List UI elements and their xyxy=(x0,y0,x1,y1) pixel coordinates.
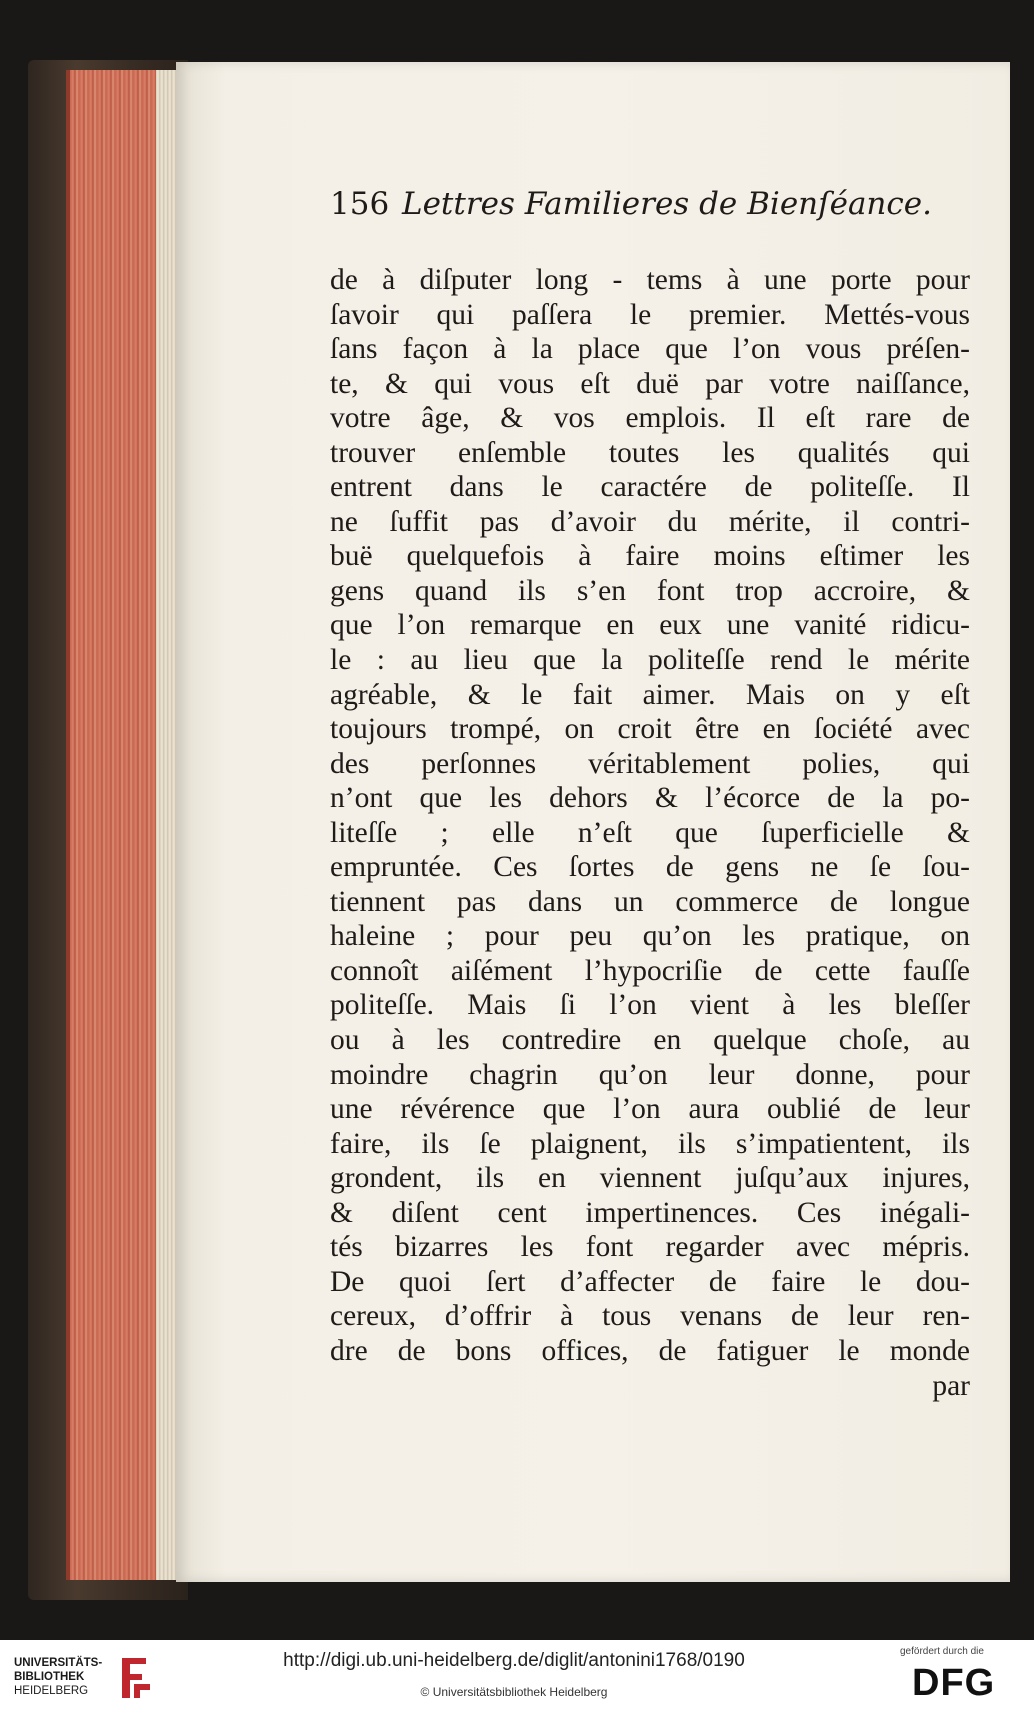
text-line: dre de bons offices, de fatiguer le monde xyxy=(330,1334,970,1367)
library-logo[interactable] xyxy=(14,1654,144,1704)
footer-bar xyxy=(0,1640,1034,1715)
page-number: 156 xyxy=(330,186,390,222)
logo-line-1: UNIVERSITÄTS- xyxy=(14,1657,103,1669)
logo-line-2: BIBLIOTHEK xyxy=(14,1671,85,1683)
text-line: ou à les contredire en quelque choſe, au xyxy=(330,1024,970,1057)
funding-note: gefördert durch die xyxy=(900,1646,984,1657)
text-line: faire, ils ſe plaignent, ils s’impatientent, ils xyxy=(330,1127,970,1160)
text-line: entrent dans le caractére de politeſſe. Il xyxy=(330,471,970,504)
text-line: toujours trompé, on croit être en ſociété avec xyxy=(330,713,970,746)
copyright-notice: © Universitätsbibliothek Heidelberg xyxy=(420,1685,608,1699)
text-line: & diſent cent impertinences. Ces inégali- xyxy=(330,1196,970,1229)
text-line: empruntée. Ces ſortes de gens ne ſe ſou- xyxy=(330,851,970,884)
text-line: de à diſputer long - tems à une porte pour xyxy=(330,264,970,296)
library-logo-text xyxy=(14,1656,102,1698)
text-line: liteſſe ; elle n’eſt que ſuperficielle & xyxy=(330,816,970,849)
running-head xyxy=(330,186,930,222)
permalink-url[interactable]: http://digi.ub.uni-heidelberg.de/diglit/antonini1768/0190 xyxy=(283,1650,745,1671)
text-line: buë quelquefois à faire moins eſtimer les xyxy=(330,540,970,573)
text-line: tés bizarres les font regarder avec mépris. xyxy=(330,1231,970,1264)
text-line: n’ont que les dehors & l’écorce de la po- xyxy=(330,782,970,815)
text-line: votre âge, & vos emplois. Il eſt rare de xyxy=(330,402,970,435)
text-line: haleine ; pour peu qu’on les pratique, on xyxy=(330,920,970,953)
text-line: ne ſuffit pas d’avoir du mérite, il contri- xyxy=(330,505,970,538)
text-line: ſans façon à la place que l’on vous préſen- xyxy=(330,333,970,366)
catchword: par xyxy=(932,1369,970,1402)
text-line: ſavoir qui paſſera le premier. Mettés-vous xyxy=(330,298,970,331)
page-edges-inner xyxy=(156,70,178,1580)
text-line: grondent, ils en viennent juſqu’aux injures, xyxy=(330,1162,970,1195)
text-line: une révérence que l’on aura oublié de leur xyxy=(330,1093,970,1126)
running-title: Lettres Familieres de Bienſéance. xyxy=(402,186,932,222)
text-line: trouver enſemble toutes les qualités qui xyxy=(330,436,970,469)
text-line: gens quand ils s’en font trop accroire, & xyxy=(330,574,970,607)
text-line: agréable, & le fait aimer. Mais on y eſt xyxy=(330,678,970,711)
logo-line-3: HEIDELBERG xyxy=(14,1685,89,1697)
text-line: des perſonnes véritablement polies, qui xyxy=(330,747,970,780)
text-line: le : au lieu que la politeſſe rend le mérite xyxy=(330,644,970,677)
text-line: tiennent pas dans un commerce de longue xyxy=(330,885,970,918)
dfg-logo[interactable]: DFG xyxy=(912,1662,996,1704)
text-line: te, & qui vous eſt duë par votre naiſſance, xyxy=(330,367,970,400)
text-line: politeſſe. Mais ſi l’on vient à les bleſſer xyxy=(330,989,970,1022)
text-line: De quoi ſert d’affecter de faire le dou- xyxy=(330,1265,970,1298)
library-seal-icon xyxy=(116,1654,156,1702)
text-line: moindre chagrin qu’on leur donne, pour xyxy=(330,1058,970,1091)
text-line: connoît aiſément l’hypocriſie de cette fauſſe xyxy=(330,954,970,987)
text-line: cereux, d’offrir à tous venans de leur ren- xyxy=(330,1300,970,1333)
body-text xyxy=(330,263,970,1403)
text-line: que l’on remarque en eux une vanité ridicu- xyxy=(330,609,970,642)
